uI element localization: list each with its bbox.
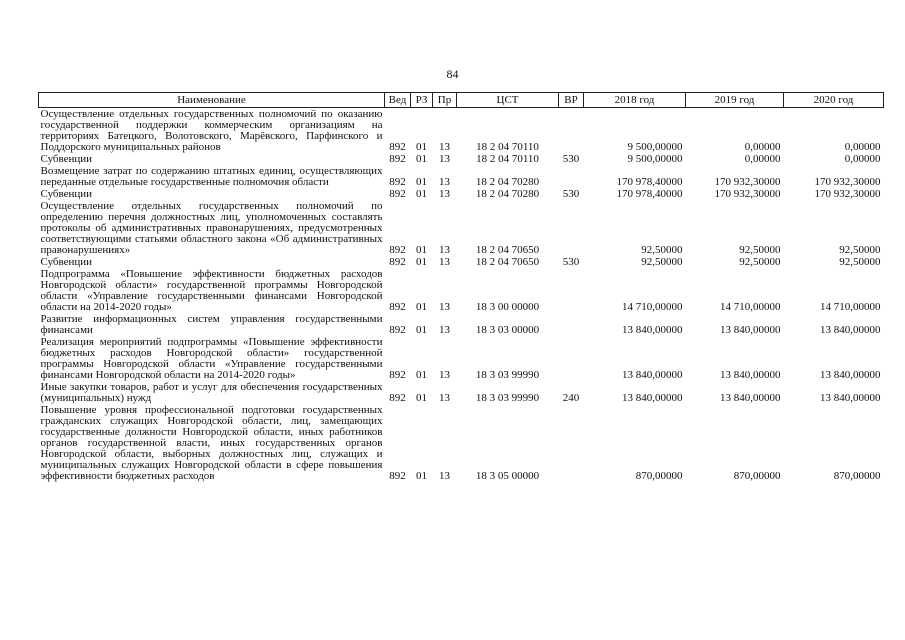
row-2018: 13 840,00000 — [622, 369, 683, 381]
row-pr: 13 — [439, 369, 450, 381]
row-2019: 92,50000 — [739, 244, 781, 256]
row-2018: 13 840,00000 — [622, 392, 683, 404]
row-ved: 892 — [389, 392, 406, 404]
row-2019: 0,00000 — [744, 141, 781, 153]
row-rz: 01 — [416, 392, 427, 404]
table-row — [39, 268, 884, 313]
row-vr: 530 — [562, 153, 580, 165]
table-row — [39, 336, 884, 381]
row-cst: 18 3 05 00000 — [475, 470, 540, 482]
table-header — [39, 93, 884, 108]
row-rz: 01 — [416, 188, 427, 200]
row-vr — [559, 404, 584, 482]
row-cst: 18 2 04 70110 — [476, 153, 539, 165]
header-cst: ЦСТ — [457, 93, 559, 108]
table-row — [39, 256, 884, 268]
row-cst: 18 2 04 70280 — [475, 176, 540, 188]
row-ved: 892 — [389, 141, 406, 153]
row-vr: 530 — [562, 256, 580, 268]
table-row — [39, 108, 884, 154]
row-ved: 892 — [389, 470, 406, 482]
row-cst: 18 3 03 99990 — [475, 369, 540, 381]
row-2018: 9 500,00000 — [627, 153, 683, 165]
row-2020: 13 840,00000 — [820, 324, 881, 336]
row-pr: 13 — [439, 176, 450, 188]
row-2019: 0,00000 — [744, 153, 781, 165]
row-vr — [559, 165, 584, 188]
header-2019: 2019 год — [686, 93, 784, 108]
row-2018: 170 978,40000 — [616, 188, 683, 200]
row-2019: 13 840,00000 — [720, 369, 781, 381]
row-name: Иные закупки товаров, работ и услуг для обеспечения государственных (муниципальных) нужд — [40, 381, 383, 404]
header-vr: ВР — [559, 93, 584, 108]
row-2020: 870,00000 — [833, 470, 881, 482]
row-pr: 13 — [439, 324, 450, 336]
header-2020: 2020 год — [784, 93, 884, 108]
row-2020: 13 840,00000 — [820, 392, 881, 404]
table-row — [39, 165, 884, 188]
row-2020: 170 932,30000 — [814, 188, 881, 200]
row-ved: 892 — [389, 369, 406, 381]
row-2018: 9 500,00000 — [627, 141, 683, 153]
row-2020: 92,50000 — [839, 256, 881, 268]
row-cst: 18 2 04 70280 — [475, 188, 540, 200]
row-pr: 13 — [439, 153, 450, 165]
row-pr: 13 — [439, 392, 450, 404]
row-2019: 170 932,30000 — [714, 188, 781, 200]
row-pr: 13 — [439, 188, 450, 200]
row-rz: 01 — [416, 301, 427, 313]
table-row — [39, 153, 884, 165]
table-row — [39, 188, 884, 200]
table-row — [39, 381, 884, 404]
table-body — [39, 108, 884, 483]
row-vr — [559, 268, 584, 313]
row-2020: 14 710,00000 — [820, 301, 881, 313]
row-ved: 892 — [389, 324, 406, 336]
row-2020: 170 932,30000 — [814, 176, 881, 188]
page-number: 84 — [446, 67, 459, 81]
row-2018: 13 840,00000 — [622, 324, 683, 336]
header-rz: РЗ — [411, 93, 433, 108]
row-vr: 530 — [562, 188, 580, 200]
row-ved: 892 — [389, 176, 406, 188]
row-pr: 13 — [439, 244, 450, 256]
row-name: Субвенции — [40, 256, 93, 268]
row-ved: 892 — [389, 301, 406, 313]
table-row — [39, 313, 884, 336]
header-name: Наименование — [39, 93, 385, 108]
row-rz: 01 — [416, 244, 427, 256]
table-row — [39, 200, 884, 256]
row-2019: 870,00000 — [733, 470, 781, 482]
row-rz: 01 — [416, 470, 427, 482]
row-vr: 240 — [562, 392, 580, 404]
row-ved: 892 — [389, 256, 406, 268]
header-row — [39, 93, 884, 108]
row-vr — [559, 313, 584, 336]
header-2018: 2018 год — [584, 93, 686, 108]
row-cst: 18 3 03 99990 — [475, 392, 540, 404]
row-2018: 170 978,40000 — [616, 176, 683, 188]
row-rz: 01 — [416, 176, 427, 188]
row-name: Осуществление отдельных государственных полномочий по оказанию государственной поддержки коммерческим организациям на территориях Батецкого, Волотовского, Марёвского, Парфинского и Поддорского муниципальных районов — [40, 108, 383, 153]
row-2020: 0,00000 — [844, 141, 881, 153]
row-vr — [559, 200, 584, 256]
row-name: Осуществление отдельных государственных полномочий по определению перечня должностных лиц, уполномоченных составлять протоколы об административных правонарушениях, предусмотренных соответствующими статьями областного закона «Об административных правонарушениях» — [40, 200, 383, 256]
row-cst: 18 2 04 70650 — [475, 244, 540, 256]
row-2019: 92,50000 — [739, 256, 781, 268]
row-rz: 01 — [416, 153, 427, 165]
row-2020: 0,00000 — [844, 153, 881, 165]
row-pr: 13 — [439, 470, 450, 482]
row-ved: 892 — [389, 244, 406, 256]
header-pr: Пр — [433, 93, 457, 108]
header-ved: Вед — [385, 93, 411, 108]
row-name: Субвенции — [40, 153, 93, 165]
row-cst: 18 3 00 00000 — [475, 301, 540, 313]
row-2019: 170 932,30000 — [714, 176, 781, 188]
row-rz: 01 — [416, 256, 427, 268]
table-row — [39, 404, 884, 482]
row-name: Субвенции — [40, 188, 93, 200]
row-2019: 14 710,00000 — [720, 301, 781, 313]
row-pr: 13 — [439, 141, 450, 153]
row-cst: 18 2 04 70110 — [476, 141, 539, 153]
row-rz: 01 — [416, 369, 427, 381]
row-name: Развитие информационных систем управления государственными финансами — [40, 313, 383, 336]
budget-table — [38, 92, 884, 482]
row-name: Возмещение затрат по содержанию штатных единиц, осуществляющих переданные отдельные государственные полномочия области — [40, 165, 383, 188]
row-rz: 01 — [416, 324, 427, 336]
row-vr — [559, 108, 584, 154]
row-2019: 13 840,00000 — [720, 392, 781, 404]
row-pr: 13 — [439, 256, 450, 268]
row-cst: 18 2 04 70650 — [475, 256, 540, 268]
row-name: Повышение уровня профессиональной подготовки государственных гражданских служащих Новгородской области, лиц, замещающих государственные должности Новгородской области, иных работников органов государственной власти, иных государственных органов Новгородской области, выборных должностных лиц, служащих и муниципальных служащих Новгородской области в сфере повышения эффективности бюджетных расходов — [40, 404, 383, 482]
row-2020: 92,50000 — [839, 244, 881, 256]
row-2018: 14 710,00000 — [622, 301, 683, 313]
row-cst: 18 3 03 00000 — [475, 324, 540, 336]
row-name: Реализация мероприятий подпрограммы «Повышение эффективности бюджетных расходов Новгородской области» государственной программы Новгородской области «Управление государственными финансами Новгородской области на 2014-2020 годы» — [40, 336, 383, 381]
row-name: Подпрограмма «Повышение эффективности бюджетных расходов Новгородской области» государственной программы Новгородской области «Управление государственными финансами Новгородской области на 2014-2020 годы» — [40, 268, 383, 313]
row-ved: 892 — [389, 153, 406, 165]
row-pr: 13 — [439, 301, 450, 313]
row-2018: 92,50000 — [641, 256, 683, 268]
row-ved: 892 — [389, 188, 406, 200]
row-rz: 01 — [416, 141, 427, 153]
row-2019: 13 840,00000 — [720, 324, 781, 336]
row-2020: 13 840,00000 — [820, 369, 881, 381]
row-2018: 870,00000 — [635, 470, 683, 482]
row-2018: 92,50000 — [641, 244, 683, 256]
row-vr — [559, 336, 584, 381]
